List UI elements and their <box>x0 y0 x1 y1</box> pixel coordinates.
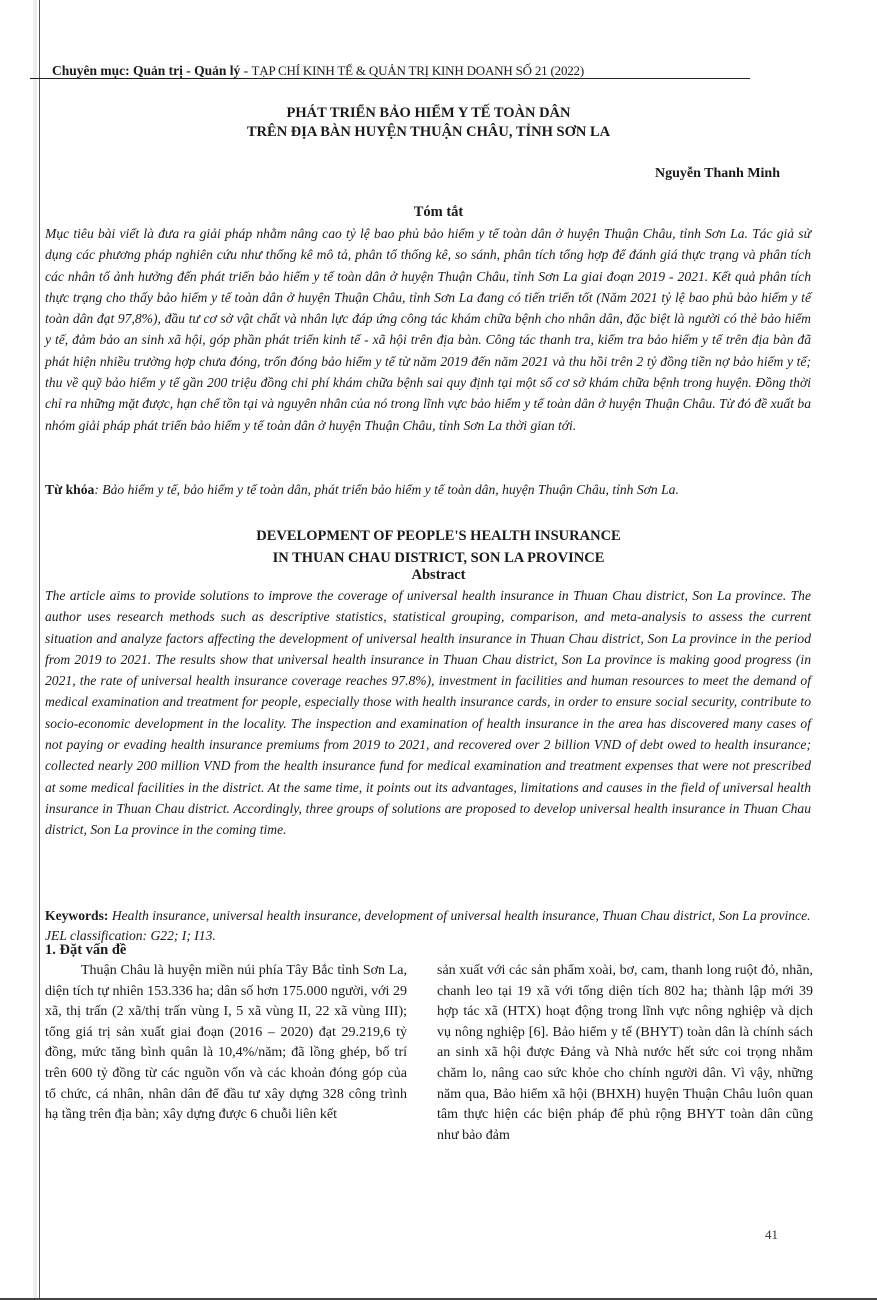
journal-name: TẠP CHÍ KINH TẾ & QUẢN TRỊ KINH DOANH SỐ 21 (2022) <box>251 63 584 78</box>
article-title-en <box>0 525 877 569</box>
paragraph-right: sản xuất với các sản phẩm xoài, bơ, cam, thanh long ruột đỏ, nhãn, chanh leo tại 19 xã với tổng diện tích 802 ha; thành lập mới 39 hợp tác xã (HTX) hoạt động trong lĩnh vực nông nghiệp và dịch vụ nông nghiệp [6]. Bảo hiểm y tế (BHYT) toàn dân là chính sách an sinh xã hội được Đảng và Nhà nước hết sức coi trọng nhằm chăm lo, nâng cao sức khỏe cho chính người dân. Vì vậy, những năm qua, Bảo hiểm xã hội (BHXH) huyện Thuận Châu luôn quan tâm thực hiện các biện pháp để phủ rộng BHYT toàn dân cũng như bảo đảm <box>437 963 813 1143</box>
running-header <box>52 63 584 79</box>
header-rule <box>30 78 750 79</box>
keywords-en-label: Keywords: <box>45 908 109 923</box>
scan-edge-shadow <box>33 0 37 1300</box>
page-number: 41 <box>765 1227 778 1242</box>
title-line-2: TRÊN ĐỊA BÀN HUYỆN THUẬN CHÂU, TỈNH SƠN LA <box>246 124 611 140</box>
keywords-vi-label: Từ khóa <box>45 482 95 497</box>
body-right-column <box>437 961 813 1146</box>
jel-classification: JEL classification: G22; I; I13. <box>45 928 216 943</box>
en-title-line-1: DEVELOPMENT OF PEOPLE'S HEALTH INSURANCE <box>256 528 621 544</box>
scan-left-border <box>39 0 40 1300</box>
paragraph-left: Thuận Châu là huyện miền núi phía Tây Bắc tỉnh Sơn La, diện tích tự nhiên 153.336 ha; dân số hơn 175.000 người, với 29 xã, thị trấn (2 xã/thị trấn vùng I, 5 xã vùng II, 22 xã vùng III); tổng giá trị sản xuất giai đoạn (2016 – 2020) đạt 29.219,6 tỷ đồng, mức tăng bình quân là 10,4%/năm; đã lồng ghép, bố trí trên 600 tỷ đồng từ các nguồn vốn và các khoản đóng góp của tổ chức, cá nhân, nhân dân để đầu tư xây dựng 328 công trình hạ tầng trên địa bàn; xây dựng được 6 chuỗi liên kết <box>45 963 407 1123</box>
author-name: Nguyễn Thanh Minh <box>654 166 780 181</box>
keywords-vi-list: : Bảo hiểm y tế, bảo hiểm y tế toàn dân, phát triển bảo hiểm y tế toàn dân, huyện Thuận Châu, tỉnh Sơn La. <box>94 482 679 497</box>
keywords-en-list: Health insurance, universal health insurance, development of universal health insurance, Thuan Chau district, Son La province. <box>108 908 811 923</box>
header-separator: - <box>240 63 252 78</box>
article-title-vi <box>0 104 877 142</box>
summary-vi-text: Mục tiêu bài viết là đưa ra giải pháp nhằm nâng cao tỷ lệ bao phủ bảo hiểm y tế toàn dân ở huyện Thuận Châu, tỉnh Sơn La. Tác giả sử dụng các phương pháp nghiên cứu như thống kê mô tả, phân tổ thống kê, so sánh, phân tích tổng hợp để đánh giá thực trạng và phân tích các nhân tố ảnh hưởng đến phát triển bảo hiểm y tế toàn dân ở huyện Thuận Châu, tỉnh Sơn La giai đoạn 2019 - 2021. Kết quả phân tích thực trạng cho thấy bảo hiểm y tế toàn dân ở huyện Thuận Châu, tỉnh Sơn La đang có tiến triển tốt (Năm 2021 tỷ lệ bao phủ bảo hiểm y tế toàn dân đạt 97,8%), đầu tư cơ sở vật chất và nhân lực đáp ứng công tác khám chữa bệnh cho nhân dân, đặc biệt là người có thẻ bảo hiểm y tế, đảm bảo an sinh xã hội, góp phần phát triển kinh tế - xã hội trên địa bàn. Công tác thanh tra, kiểm tra bảo hiểm y tế trên địa bàn đã phát hiện nhiều trường hợp chưa đóng, trốn đóng bảo hiểm y tế từ năm 2019 đến năm 2021 và thu hồi trên 2 tỷ đồng tiền nợ bảo hiểm y tế; thu về quỹ bảo hiểm y tế gần 200 triệu đồng chi phí khám chữa bệnh sai quy định tại một số cơ sở khám chữa bệnh trong huyện. Đồng thời chỉ ra những mặt được, hạn chế tồn tại và nguyên nhân của nó trong lĩnh vực bảo hiểm y tế toàn dân ở huyện Thuận Châu. Từ đó đề xuất ba nhóm giải pháp phát triển bảo hiểm y tế toàn dân ở huyện Thuận Châu, tỉnh Sơn La thời gian tới. <box>45 226 811 433</box>
en-title-line-2: IN THUAN CHAU DISTRICT, SON LA PROVINCE <box>272 550 605 566</box>
body-left-column <box>45 961 407 1126</box>
keywords-vi <box>45 479 811 500</box>
summary-heading: Tóm tắt <box>413 204 464 220</box>
abstract-en-text: The article aims to provide solutions to improve the coverage of universal health insurance in Thuan Chau district, Son La province. The author uses research methods such as descriptive statistics, statistical grouping, comparison, and meta-analysis to assess the current situation and analyze factors affecting the development of universal health insurance in Thuan Chau district, Son La province in the period from 2019 to 2021. The results show that universal health insurance in Thuan Chau district, Son La province is making good progress (in 2021, the rate of universal health insurance coverage reaches 97.8%), investment in facilities and human resources to meet the demand of medical examination and treatment for people, especially those with health insurance cards, in order to ensure social security, contribute to socio-economic development in the locality. The inspection and examination of health insurance in the area has discovered many cases of not paying or evading health insurance premiums from 2019 to 2021, and recovered over 2 billion VND of debt owed to health insurance; collected nearly 200 million VND from the health insurance fund for medical examination and treatment expenses that were not prescribed at some medical facilities in the district. At the same time, it points out its advantages, limitations and causes in the field of universal health insurance in Thuan Chau district. Accordingly, three groups of solutions are proposed to develop universal health insurance in Thuan Chau district, Son La province in the coming time. <box>45 588 811 838</box>
keywords-en <box>45 905 811 926</box>
title-line-1: PHÁT TRIỂN BẢO HIỂM Y TẾ TOÀN DÂN <box>286 105 571 121</box>
section-1-heading: 1. Đặt vấn đề <box>45 942 127 958</box>
abstract-heading: Abstract <box>411 567 466 583</box>
section-label: Chuyên mục: Quản trị - Quản lý <box>52 63 241 78</box>
